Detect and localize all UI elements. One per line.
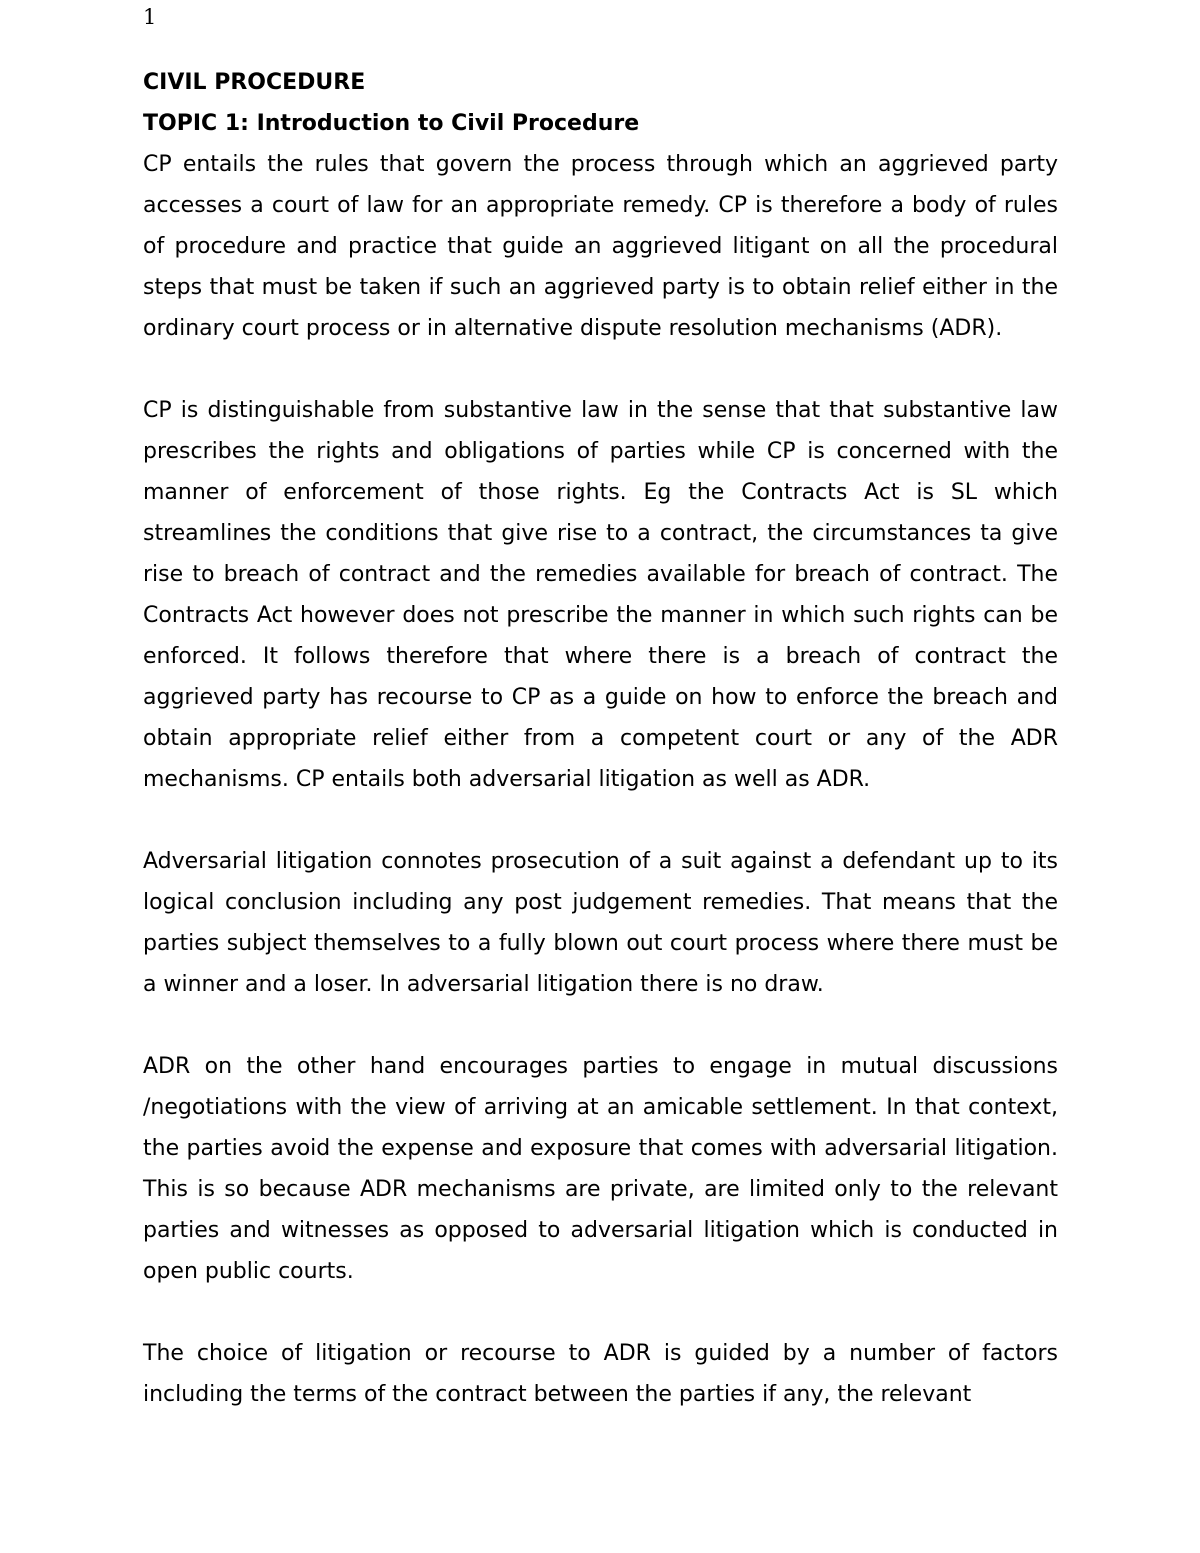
paragraph-intro: CP entails the rules that govern the process through which an aggrieved party accesses a court of law for an appropriate remedy. CP is therefore a body of rules of procedure and practice that guide an aggrieved litigant on all the procedural steps that must be taken if such an aggrieved party is to obtain relief either in the ordinary court process or in alternative dispute resolution mechanisms (ADR).: [143, 152, 1058, 341]
paragraph-adversarial-litigation: Adversarial litigation connotes prosecution of a suit against a defendant up to its logical conclusion including any post judgement remedies. That means that the parties subject themselves to a fully blown out court process where there must be a winner and a loser. In adversarial litigation there is no draw.: [143, 849, 1058, 997]
paragraph-adr: ADR on the other hand encourages parties to engage in mutual discussions /negotiations with the view of arriving at an amicable settlement. In that context, the parties avoid the expense and exposure that comes with adversarial litigation. This is so because ADR mechanisms are private, are limited only to the relevant parties and witnesses as opposed to adversarial litigation which is conducted in open public courts.: [143, 1054, 1058, 1284]
paragraph-substantive-law: CP is distinguishable from substantive law in the sense that that substantive law prescribes the rights and obligations of parties while CP is concerned with the manner of enforcement of those rights. Eg the Contracts Act is SL which streamlines the conditions that give rise to a contract, the circumstances ta give rise to breach of contract and the remedies available for breach of contract. The Contracts Act however does not prescribe the manner in which such rights can be enforced. It follows therefore that where there is a breach of contract the aggrieved party has recourse to CP as a guide on how to enforce the breach and obtain appropriate relief either from a competent court or any of the ADR mechanisms. CP entails both adversarial litigation as well as ADR.: [143, 398, 1058, 792]
document-title: CIVIL PROCEDURE: [143, 70, 366, 95]
document-body: [143, 62, 1058, 1415]
page-number: 1: [143, 5, 157, 29]
paragraph-choice-of-litigation: The choice of litigation or recourse to ADR is guided by a number of factors including the terms of the contract between the parties if any, the relevant: [143, 1341, 1058, 1407]
topic-heading: TOPIC 1: Introduction to Civil Procedure: [143, 111, 640, 136]
